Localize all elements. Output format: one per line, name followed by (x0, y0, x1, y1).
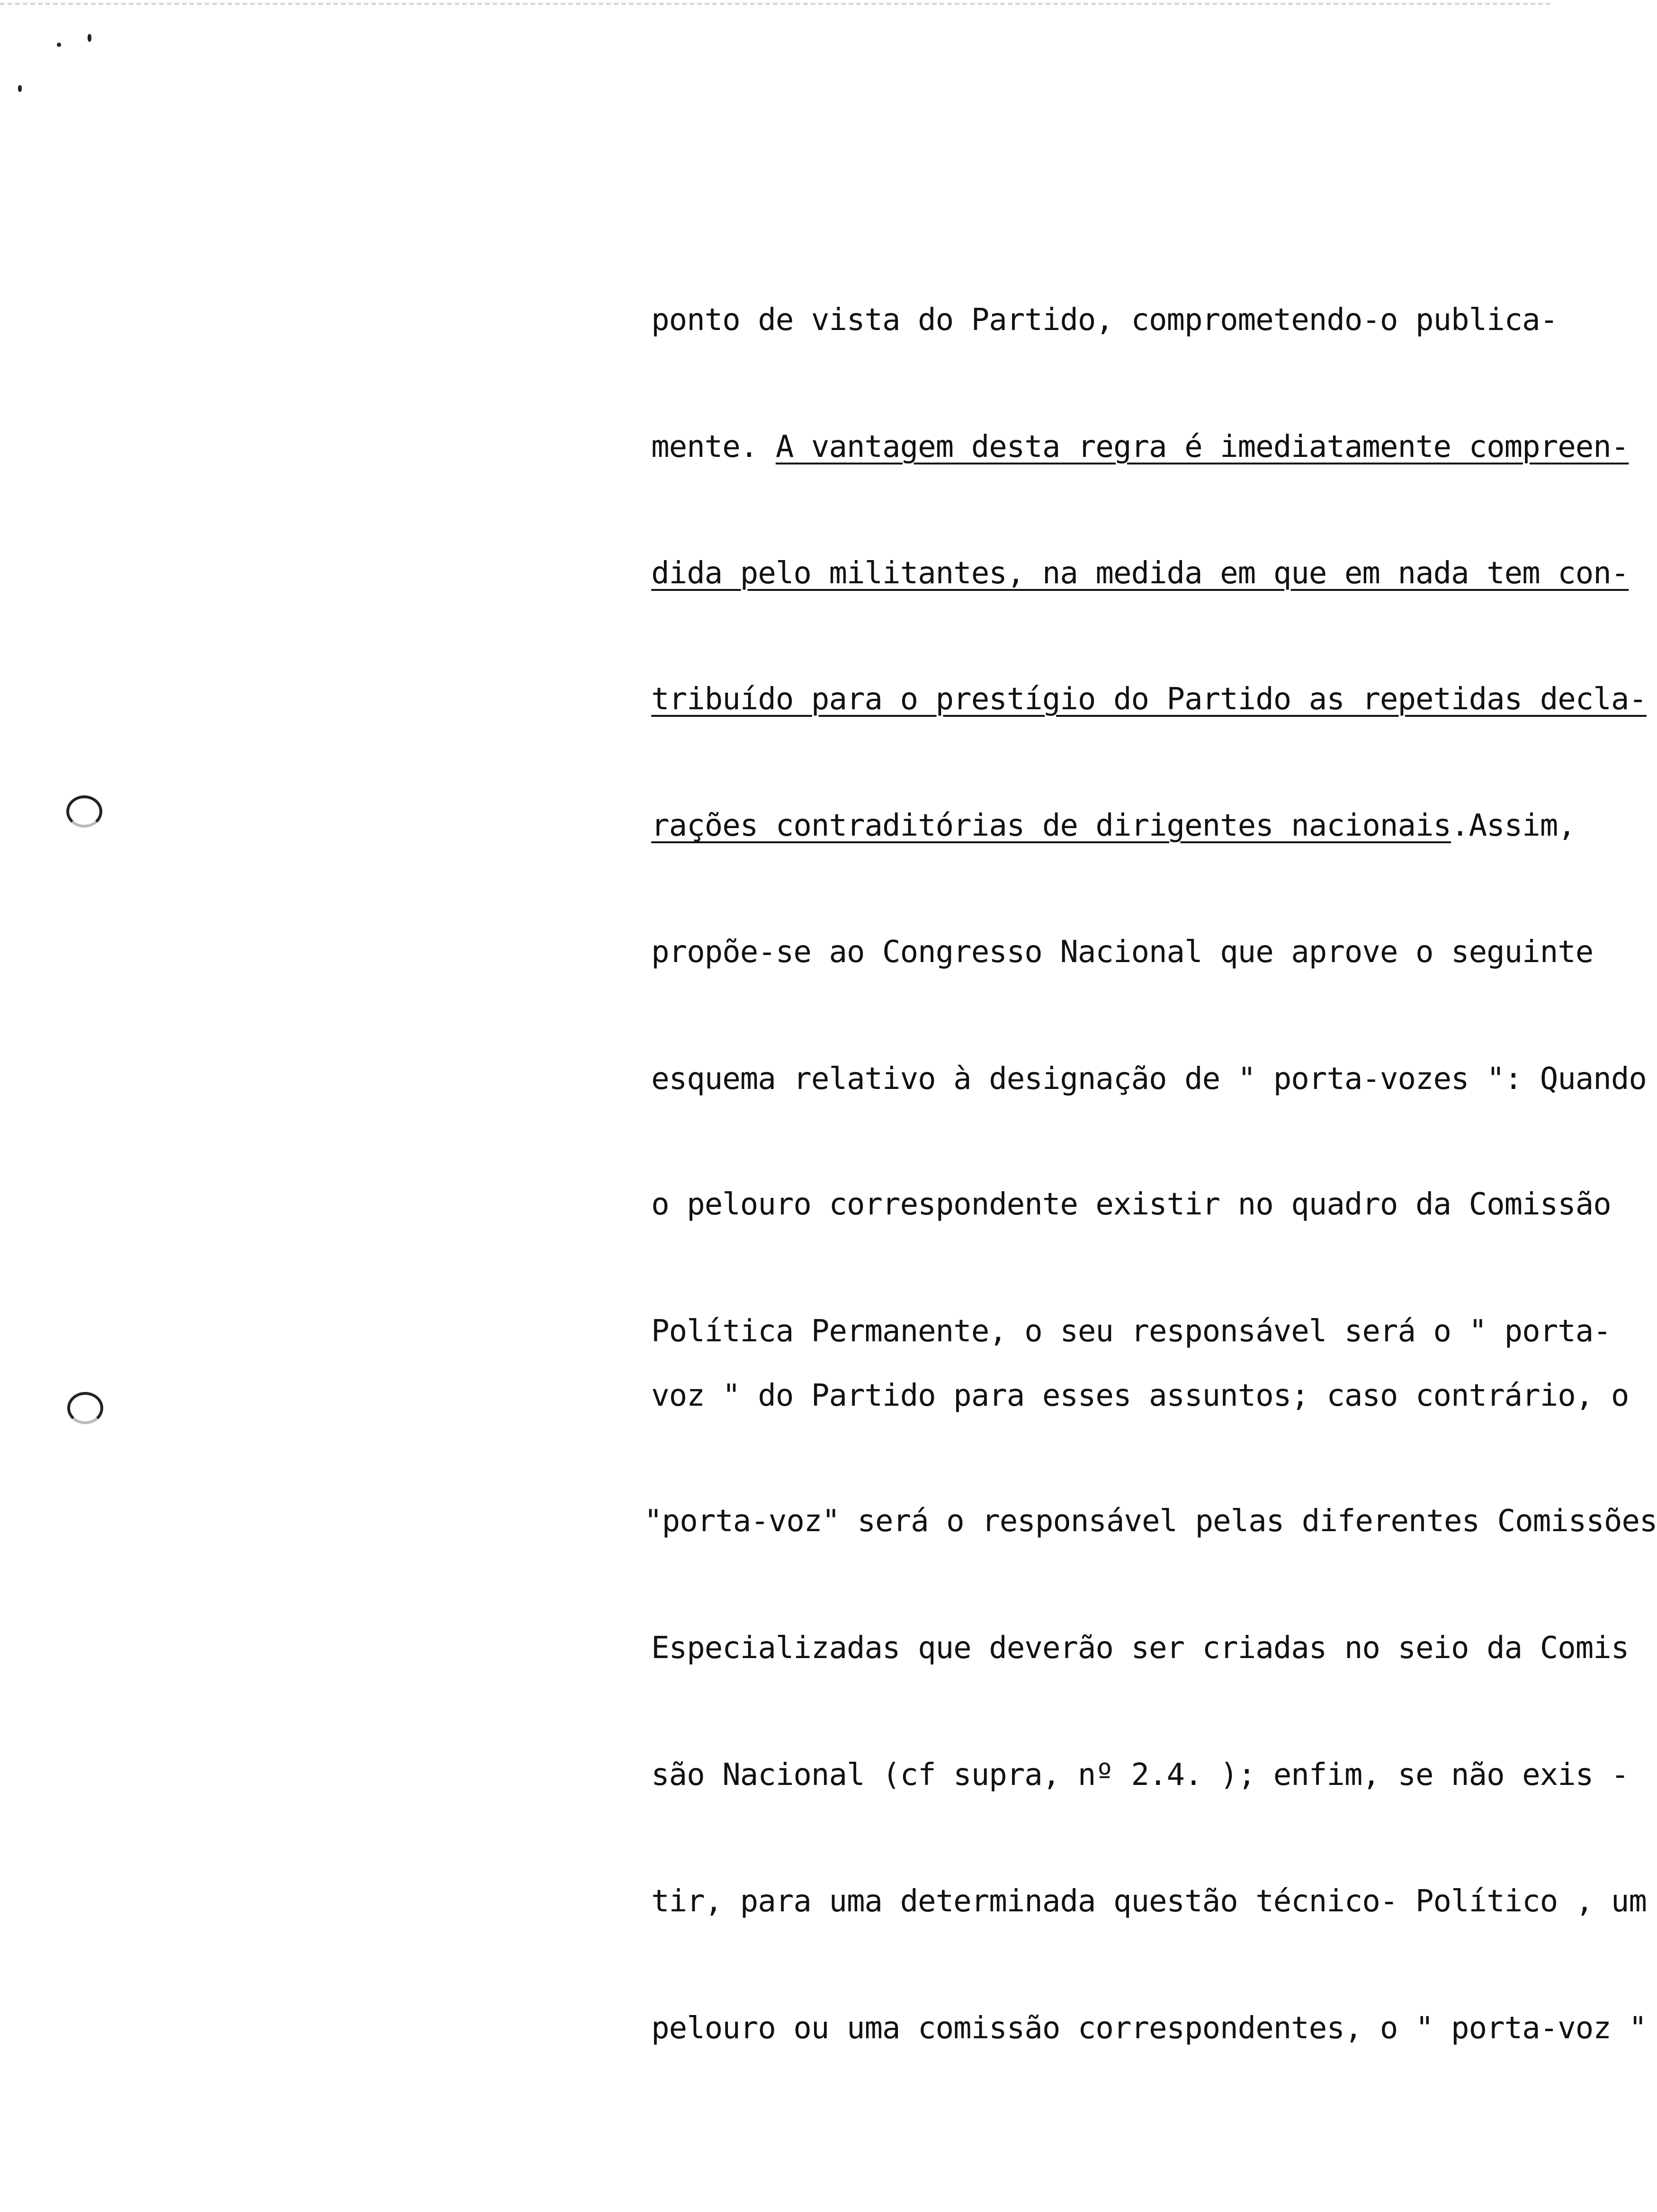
punch-hole (67, 1392, 103, 1424)
text-segment: Especializadas que deverão ser criadas no seio da Comis (651, 1631, 1629, 1666)
text-segment: voz " do Partido para esses assuntos; caso contrário, o (651, 1378, 1629, 1413)
text-segment: pelouro ou uma comissão correspondentes, o " porta-voz " (651, 2011, 1647, 2046)
text-line (580, 780, 1576, 871)
text-segment: propõe-se ao Congresso Nacional que aprove o seguinte (651, 935, 1594, 970)
text-line (573, 1476, 1657, 1567)
scan-top-edge (0, 3, 1553, 5)
text-line (580, 1983, 1647, 2074)
text-segment: são Nacional (cf supra, nº 2.4. ); enfim, se não exis - (651, 1757, 1629, 1793)
text-segment: ponto de vista do Partido, comprometendo-o publica- (651, 303, 1558, 338)
text-line (580, 1730, 1629, 1820)
text-line (580, 401, 1629, 492)
text-line (580, 654, 1647, 745)
text-segment: "porta-voz" será o responsável pelas diferentes Comissões (644, 1504, 1657, 1539)
text-segment: o pelouro correspondente existir no quadro da Comissão (651, 1187, 1611, 1222)
underlined-text-segment: A vantagem desta regra é imediatamente compreen- (775, 429, 1629, 464)
text-line (580, 1856, 1647, 1947)
text-line (580, 275, 1558, 366)
text-line (580, 528, 1629, 619)
text-segment: Política Permanente, o seu responsável será o " porta- (651, 1314, 1611, 1349)
text-segment: .Assim, (1451, 808, 1576, 843)
text-segment: mente. (651, 429, 776, 464)
scan-speck (88, 34, 91, 42)
scan-speck (18, 85, 22, 92)
text-line (580, 1034, 1647, 1124)
scan-speck (57, 43, 61, 47)
underlined-text-segment: tribuído para o prestígio do Partido as repetidas decla- (651, 682, 1647, 717)
text-line (580, 1603, 1629, 1694)
underlined-text-segment: rações contraditórias de dirigentes nacionais (651, 808, 1451, 843)
text-segment: tir, para uma determinada questão técnico- Político , um (651, 1884, 1647, 1919)
underlined-text-segment: dida pelo militantes, na medida em que em nada tem con- (651, 556, 1629, 591)
text-line (580, 1159, 1611, 1250)
text-line (580, 907, 1593, 998)
text-segment: esquema relativo à designação de " porta-vozes ": Quando (651, 1061, 1647, 1097)
punch-hole (66, 795, 102, 828)
text-line (580, 1350, 1629, 1441)
